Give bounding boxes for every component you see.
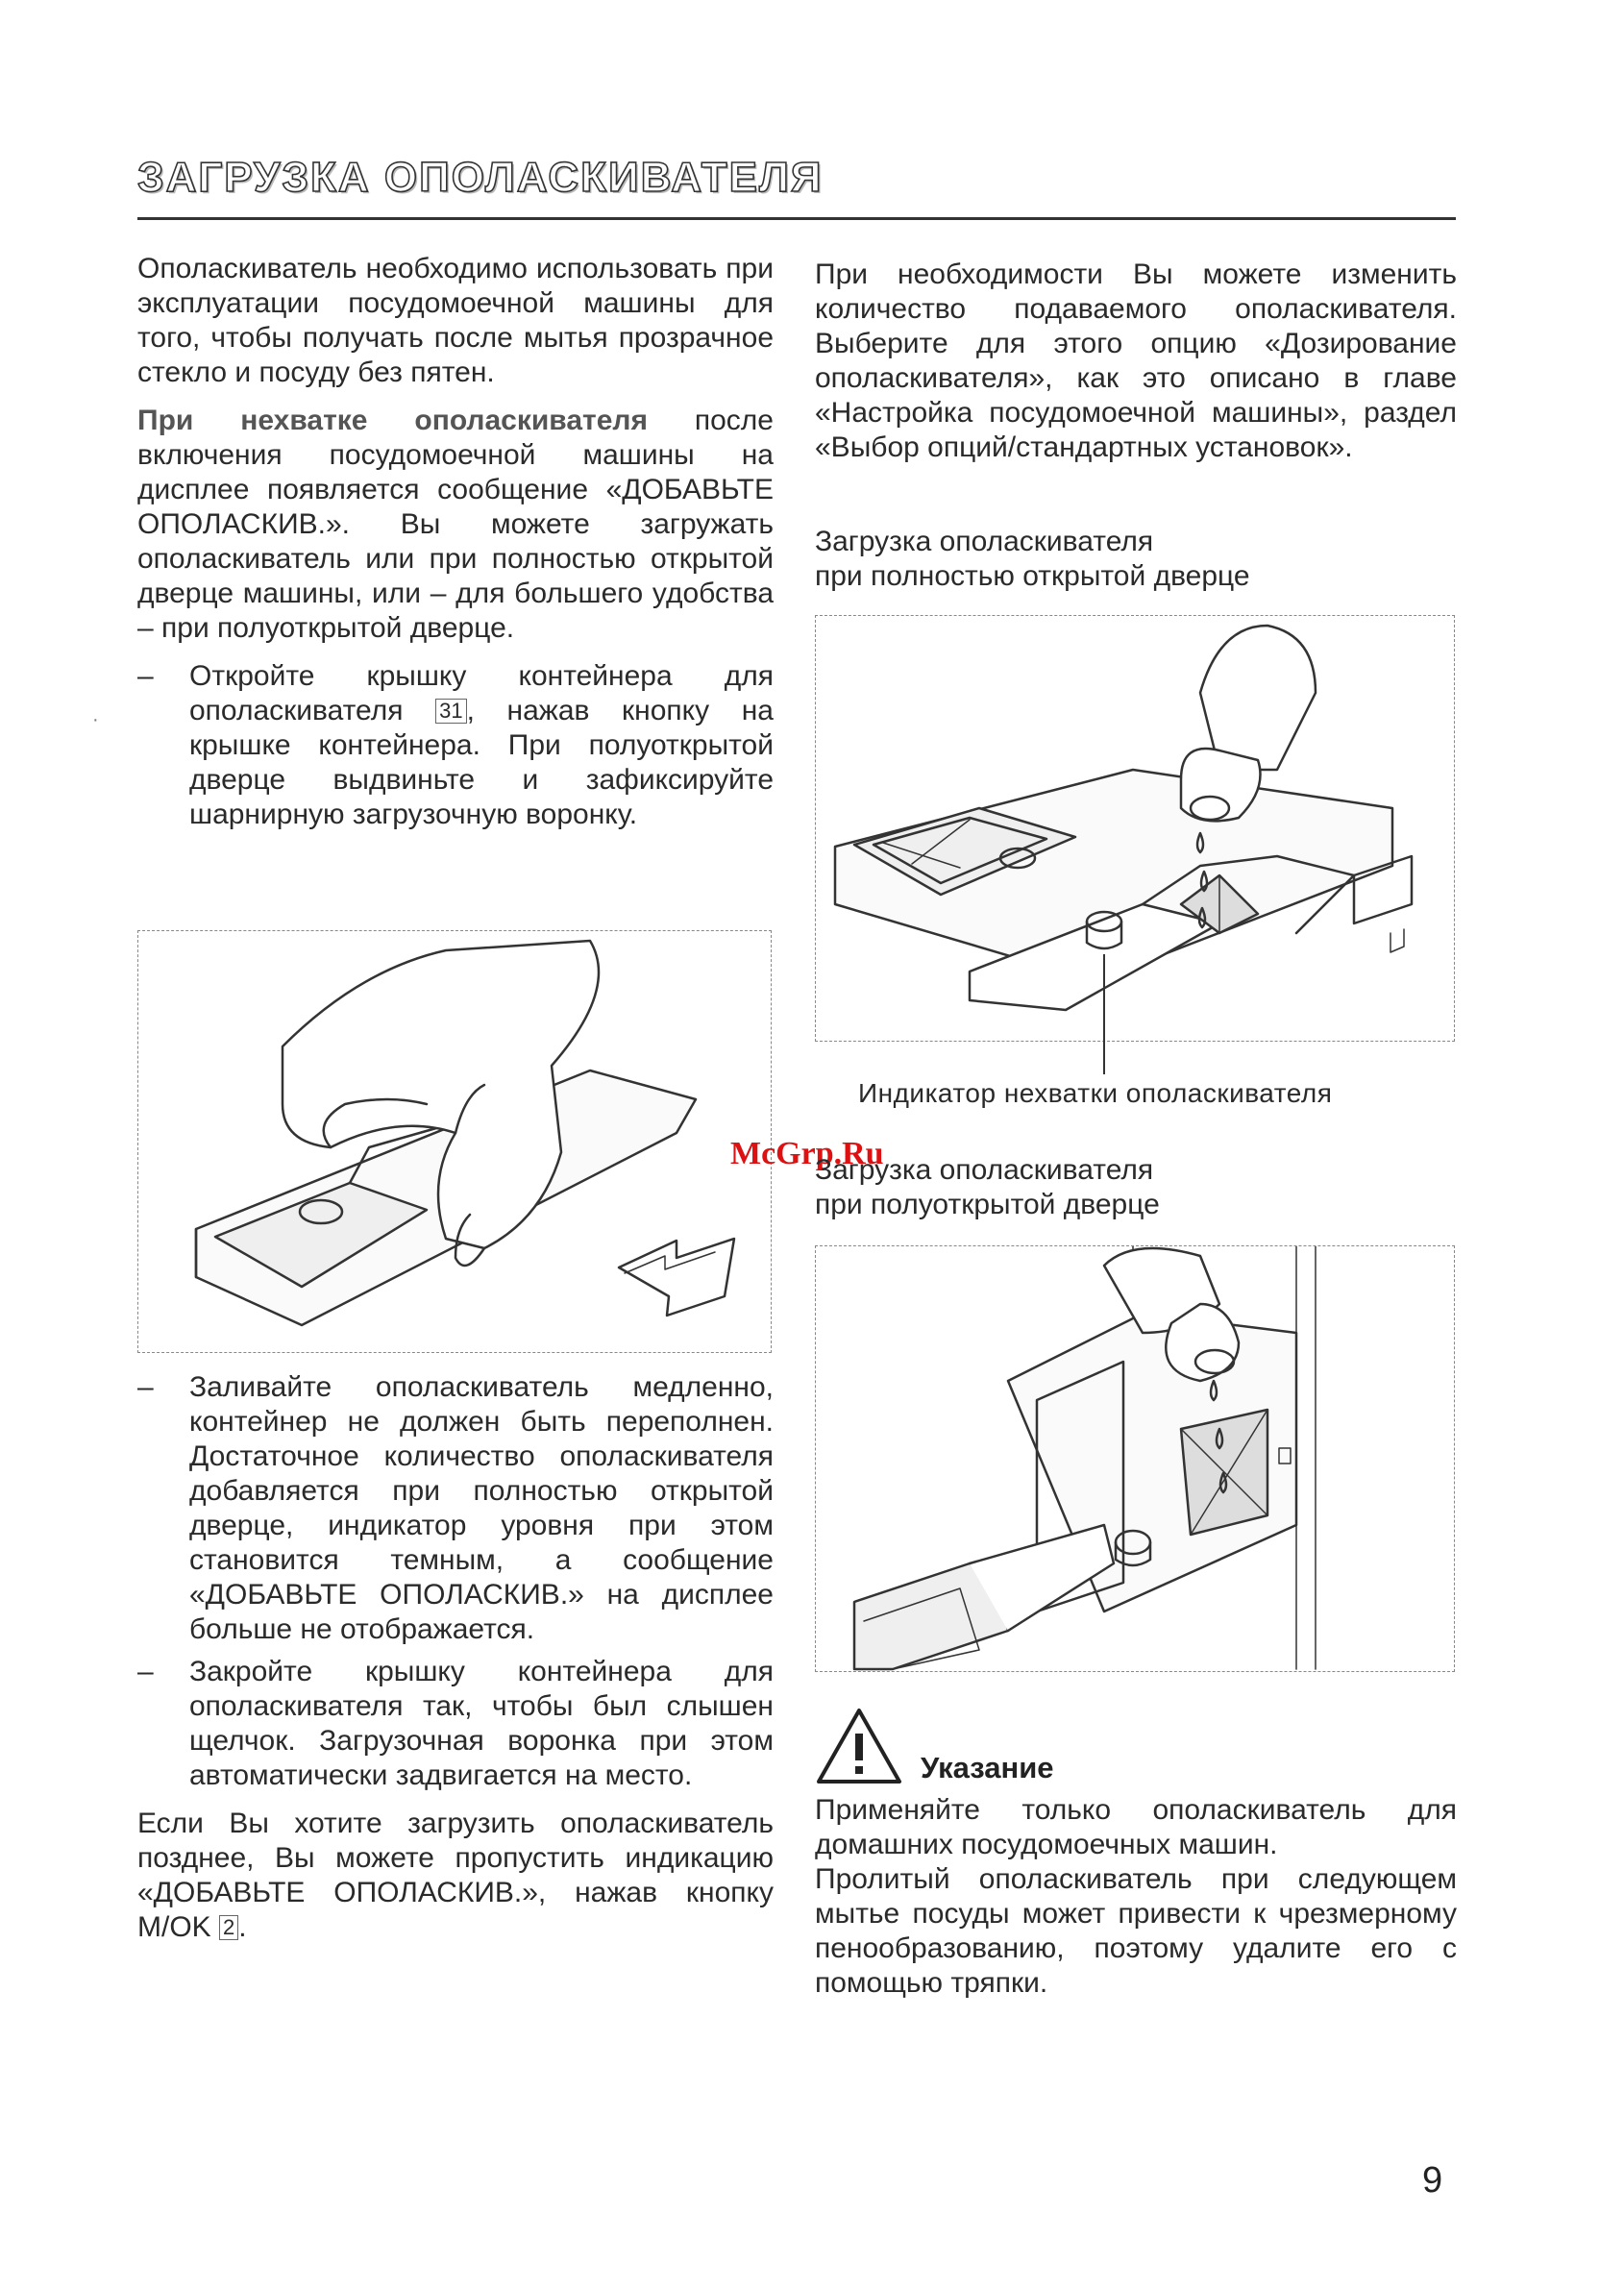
left-column-top — [137, 252, 774, 832]
ref-box-2: 2 — [219, 1915, 238, 1940]
figure-full-open-door — [815, 615, 1455, 1042]
shortage-lead: При нехватке ополаскивателя — [137, 405, 648, 436]
caption-half-open: Загрузка ополаскивателя при полуоткрытой дверце — [815, 1154, 1160, 1220]
dispenser-illustration-full — [816, 616, 1454, 1041]
hand-illustration — [138, 931, 771, 1352]
indicator-pointer-line — [1103, 1040, 1105, 1074]
list-item — [137, 659, 774, 832]
step-close-lid: Закройте крышку контейнера для ополаскивателя так, чтобы был слышен щелчок. Загрузочная воронка при этом автоматически задвигается на место. — [189, 1656, 774, 1791]
note-body — [815, 1793, 1457, 2001]
intro-paragraph: Ополаскиватель необходимо использовать при эксплуатации посудомоечной машины для того, чтобы получать после мытья прозрачное стекло и посуду без пятен. — [137, 253, 774, 388]
warning-icon — [815, 1707, 903, 1785]
dispenser-illustration-half — [816, 1246, 1454, 1671]
note-paragraph-1: Применяйте только ополаскиватель для домашних посудомоечных машин. — [815, 1794, 1457, 1860]
dosing-paragraph: При необходимости Вы можете изменить количество подаваемого ополаскивателя. Выберите для этого опцию «Дозирование ополаскивателя», как это описано в главе «Настройка посудомоечной машины», раздел «Выбор опций/стандартных установок». — [815, 258, 1457, 463]
list-item — [137, 1370, 774, 1647]
figure-open-lid — [137, 930, 772, 1353]
step-open-lid: Откройте крышку контейнера для ополаскивателя 31 , нажав кнопку на крышке контейнера. При полуоткрытой дверце выдвиньте и зафиксируйте шарнирную загрузочную воронку. — [189, 660, 774, 830]
list-dash: – — [137, 1656, 154, 1687]
list-item — [137, 1655, 774, 1793]
skip-paragraph: Если Вы хотите загрузить ополаскиватель позднее, Вы можете пропустить индикацию «ДОБАВЬТЕ ОПОЛАСКИВ.», нажав кнопку M/OK 2 . — [137, 1808, 774, 1943]
figure-half-open-door — [815, 1245, 1455, 1672]
watermark: McGrp.Ru — [730, 1136, 884, 1171]
right-column-top — [815, 258, 1457, 465]
note-paragraph-2: Пролитый ополаскиватель при следующем мытье посуды может привести к чрезмерному пенообразованию, поэтому удалите его с помощью тряпки. — [815, 1863, 1457, 1999]
title-rule — [137, 217, 1456, 220]
stray-mark: · — [92, 709, 99, 730]
shortage-text: после включения посудомоечной машины на дисплее появляется сообщение «ДОБАВЬТЕ ОПОЛАСКИВ.». Вы можете загружать ополаскиватель или при полностью открытой дверце машины, или – для большего удобства – при полуоткрытой дверце. — [137, 405, 774, 644]
left-column-bottom — [137, 1370, 774, 1945]
list-dash: – — [137, 1371, 154, 1403]
shortage-paragraph — [137, 404, 774, 646]
page-title: ЗАГРУЗКА ОПОЛАСКИВАТЕЛЯ — [137, 154, 824, 201]
step-fill-slowly: Заливайте ополаскиватель медленно, контейнер не должен быть переполнен. Достаточное количество ополаскивателя добавляется при полностью открытой дверце, индикатор уровня при этом становится темным, а сообщение «ДОБАВЬТЕ ОПОЛАСКИВ.» на дисплее больше не отображается. — [189, 1371, 774, 1645]
indicator-label: Индикатор нехватки ополаскивателя — [858, 1078, 1333, 1108]
caption-full-open: Загрузка ополаскивателя при полностью открытой дверце — [815, 526, 1250, 592]
list-dash: – — [137, 660, 154, 692]
note-title: Указание — [921, 1751, 1054, 1784]
ref-box-31: 31 — [435, 699, 466, 724]
page-number: 9 — [1422, 2160, 1443, 2201]
